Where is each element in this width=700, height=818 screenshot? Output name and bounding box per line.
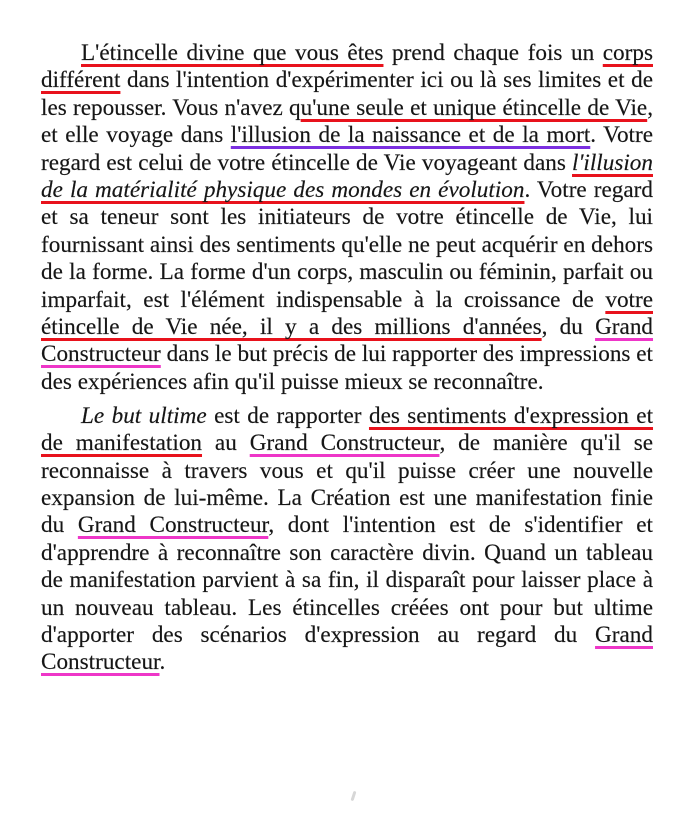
text-run: prend chaque fois un	[383, 40, 603, 66]
text-run: dans le but précis de lui rapporter des impressions et des expériences afin qu'il puisse mieux se reconnaître.	[41, 341, 653, 395]
highlight-seule-etincelle: u'une seule et unique étincelle de Vie	[300, 94, 648, 121]
text-run: .	[159, 649, 166, 676]
highlight-etincelle-nee: votre étincelle de Vie née, il y a des millions d'années	[41, 286, 653, 341]
text-run: . Votre regard est celui de votre étincelle de Vie voyageant dans	[41, 122, 653, 176]
highlight-illusion-materialite: l'illusion de la matérialité physique des mondes en évolution	[41, 149, 653, 204]
italic-but-ultime: Le but ultime	[81, 402, 207, 429]
text-run: au	[202, 430, 250, 457]
paragraph-1	[41, 40, 653, 396]
highlight-etincelle-divine: L'étincelle divine que vous êtes	[81, 40, 384, 66]
highlight-sentiments-expression: des sentiments d'expression et de manifestation	[41, 402, 654, 457]
text-run: est de rapporter	[206, 402, 369, 429]
text-run: . Votre regard et sa teneur sont les initiateurs de votre étincelle de Vie, lui fournissant ainsi des sentiments qu'elle ne peut acquérir en dehors de la forme. La forme d'un corps, masculin ou féminin, parfait ou imparfait, est l'élément indispensable à la croissance de	[41, 177, 653, 313]
text-block	[41, 40, 653, 677]
scan-speck	[351, 791, 357, 801]
highlight-grand-constructeur: Grand Constructeur	[249, 430, 440, 457]
highlight-corps-different: corps différent	[41, 40, 653, 94]
paragraph-2	[41, 403, 653, 677]
text-run: , de manière qu'il se reconnaisse à travers vous et qu'il puisse créer une nouvelle expansion de lui-même. La Création est une manifestation finie du	[41, 430, 654, 539]
highlight-illusion-naissance: l'illusion de la naissance et de la mort	[230, 122, 591, 149]
highlight-grand-constructeur: Grand Constructeur	[41, 622, 653, 676]
highlight-grand-constructeur: Grand Constructeur	[77, 512, 269, 539]
text-run: , et elle voyage dans	[41, 94, 653, 149]
text-run: , du	[541, 314, 596, 341]
highlight-grand-constructeur: Grand Constructeur	[41, 314, 654, 368]
text-run: dans l'intention d'expérimenter ici ou là ses limites et de les repousser. Vous n'avez q	[41, 67, 653, 121]
text-run: , dont l'intention est de s'identifier et d'apprendre à reconnaître son caractère divin. Quand un tableau de manifestation parvient à sa fin, il disparaît pour laisser place à un nouveau tableau. Les étincelles créées ont pour but ultime d'apporter des scénarios d'expression au regard du	[41, 512, 653, 649]
